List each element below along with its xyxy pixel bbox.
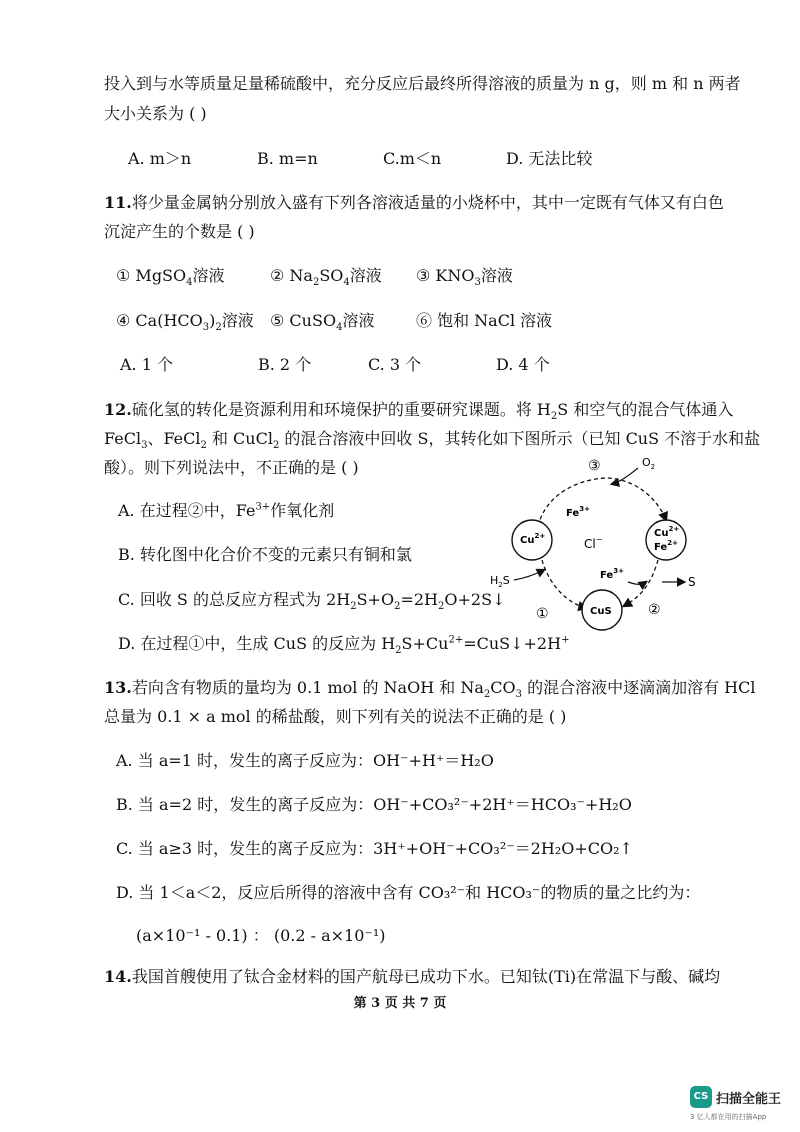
cycle-arc-top [538, 478, 666, 526]
q11-option-b: B. 2 个 [258, 355, 312, 374]
q10-line2: 大小关系为 ( ) [104, 104, 207, 123]
q10-option-b: B. m=n [257, 149, 318, 168]
q11-solution-5: ⑤ CuSO$_4$溶液 [270, 311, 375, 334]
q13-option-a: A. 当 a=1 时，发生的离子反应为：OH⁻+H⁺＝H₂O [116, 751, 494, 770]
q12-line2: FeCl$_3$、FeCl$_2$ 和 CuCl$_2$ 的混合溶液中回收 S，其转化如下图所示（已知 CuS 不溶于水和盐 [104, 429, 761, 452]
q12-line3: 酸）。则下列说法中，不正确的是 ( ) [104, 458, 359, 477]
q10-line1: 投入到与水等质量足量稀硫酸中，充分反应后最终所得溶液的质量为 n g，则 m 和 n 两者 [104, 74, 741, 93]
q13-option-b: B. 当 a=2 时，发生的离子反应为：OH⁻+CO₃²⁻+2H⁺＝HCO₃⁻+H₂O [116, 795, 632, 814]
page-footer: 第 3 页 共 7 页 [353, 996, 447, 1011]
q12-option-d: D. 在过程①中，生成 CuS 的反应为 $H_2S+Cu^{2+}=CuS↓+2H^+$ [118, 634, 570, 657]
q11-option-d: D. 4 个 [496, 355, 550, 374]
scanner-watermark [690, 1086, 798, 1126]
fe3-mid-label: $Fe^{3+}$ [600, 567, 624, 581]
q11-solution-3: ③ $KNO_3$溶液 [416, 266, 513, 289]
watermark-subtitle: 3 亿人都在用的扫描App [690, 1113, 767, 1121]
cu2-right-label: $Cu^{2+}$ [654, 525, 680, 539]
q11-line2: 沉淀产生的个数是 ( ) [104, 222, 255, 241]
q11-solution-4: ④ $Ca(HCO_3)_2$溶液 [116, 311, 254, 334]
cus-label: CuS [590, 606, 612, 617]
q10-option-c: C.m＜n [383, 149, 442, 168]
watermark-title: 扫描全能王 [716, 1092, 782, 1107]
step-3-label: ③ [588, 458, 601, 474]
q11-option-a: A. 1 个 [120, 355, 173, 374]
sulfur-label: S [688, 575, 696, 589]
cu2-left-label: $Cu^{2+}$ [520, 532, 546, 546]
fe2-right-label: $Fe^{2+}$ [654, 539, 678, 553]
q11-solution-1: ① MgSO$_4$溶液 [116, 266, 225, 289]
h2s-label: $H_2S$ [490, 574, 510, 589]
cycle-arc-left [542, 560, 586, 608]
q11-solution-6: ⑥ 饱和 NaCl 溶液 [416, 311, 553, 330]
q14-line1: 14.我国首艘使用了钛合金材料的国产航母已成功下水。已知钛(Ti)在常温下与酸、碱均 [104, 967, 721, 986]
conversion-cycle-diagram [478, 448, 708, 638]
q13-line2: 总量为 0.1 × a mol 的稀盐酸，则下列有关的说法不正确的是 ( ) [104, 707, 567, 726]
q11-line1: 11.将少量金属钠分别放入盛有下列各溶液适量的小烧杯中，其中一定既有气体又有白色 [104, 193, 724, 212]
q12-option-c: C. 回收 S 的总反应方程式为 $2H_2S+O_2=2H_2O+2S↓$ [118, 590, 506, 613]
fe3-top-label: $Fe^{3+}$ [566, 505, 590, 519]
o2-label: $O_2$ [642, 456, 656, 471]
step-1-label: ① [536, 606, 549, 622]
q11-option-c: C. 3 个 [368, 355, 422, 374]
q13-option-d-ratio: (a×10⁻¹ - 0.1) ： (0.2 - a×10⁻¹) [136, 926, 386, 945]
cycle-arc-right [624, 560, 658, 606]
q13-option-d: D. 当 1＜a＜2，反应后所得的溶液中含有 CO₃²⁻和 HCO₃⁻的物质的量之比约为： [116, 883, 701, 902]
camscanner-logo-icon: CS [690, 1086, 712, 1108]
q10-option-d: D. 无法比较 [506, 149, 593, 168]
q12-option-b: B. 转化图中化合价不变的元素只有铜和氯 [118, 545, 412, 564]
q12-line1: 12.硫化氢的转化是资源利用和环境保护的重要研究课题。将 $H_2S$ 和空气的混合气体通入 [104, 400, 734, 423]
chloride-label: Cl− [584, 535, 603, 551]
q13-line1: 13.若向含有物质的量均为 0.1 mol 的 NaOH 和 $Na_2CO_3$ 的混合溶液中逐滴滴加溶有 HCl [104, 678, 756, 701]
step-2-label: ② [648, 602, 661, 618]
h2s-arrow [514, 570, 544, 580]
cu2-fe2-right-node [646, 520, 686, 560]
q10-option-a: A. m＞n [128, 149, 192, 168]
fe3-arrow [628, 582, 646, 584]
q12-option-a: A. 在过程②中，$Fe^{3+}$作氧化剂 [118, 501, 335, 520]
q11-solution-2: ② $Na_2SO_4$溶液 [270, 266, 382, 289]
q13-option-c: C. 当 a≥3 时，发生的离子反应为：3H⁺+OH⁻+CO₃²⁻＝2H₂O+CO₂↑ [116, 839, 633, 858]
